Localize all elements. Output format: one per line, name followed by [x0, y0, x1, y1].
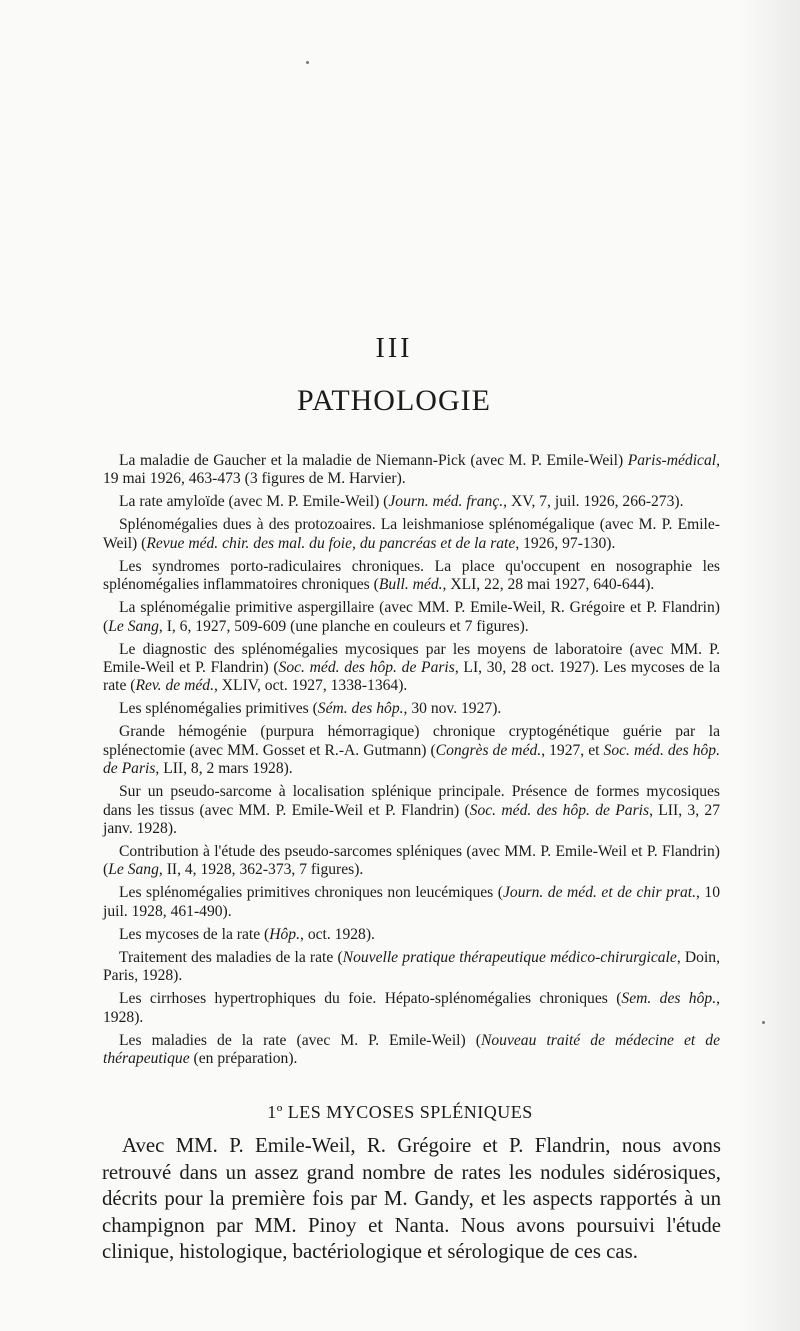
- citation-text: Les cirrhoses hypertrophiques du foie. Hépato-splénomégalies chroniques (: [119, 990, 622, 1008]
- citation-text: , LII, 8, 2 mars 1928).: [155, 760, 293, 778]
- citation-source: Bull. méd.: [378, 576, 443, 594]
- citation-text: , LII, 3, 27 janv. 1928).: [103, 801, 720, 838]
- citation-text: , XV, 7, juil. 1926, 266-273).: [503, 493, 684, 511]
- citation-text: La maladie de Gaucher et la maladie de Niemann-Pick (avec M. P. Emile-Weil): [119, 452, 628, 469]
- citation-text: Traitement des maladies de la rate (: [119, 948, 343, 966]
- citation-source: Nouveau traité de médecine et de thérapeutique: [103, 1031, 720, 1068]
- bibliography-entry: [103, 926, 720, 944]
- citation-source: Journ. méd. franç.: [388, 493, 504, 511]
- section-paragraph: Avec MM. P. Emile-Weil, R. Grégoire et P. Flandrin, nous avons retrouvé dans un assez grand nombre de rates les nodules sidérosiques, décrits pour la première fois par M. Gandy, et les aspects rapportés à un champignon par MM. Pinoy et Nanta. Nous avons poursuivi l'étude clinique, histologique, bactériologique et sérologique de ces cas.: [102, 1134, 721, 1263]
- citation-text: La splénomégalie primitive aspergillaire (avec MM. P. Emile-Weil, R. Grégoire et P. Flandrin) (: [103, 599, 720, 635]
- citation-text: , 10 juil. 1928, 461-490).: [103, 884, 720, 920]
- citation-text: La rate amyloïde (avec M. P. Emile-Weil) (: [119, 493, 389, 511]
- citation-text: (en préparation).: [189, 1050, 298, 1068]
- citation-text: Les splénomégalies primitives chroniques non leucémiques (: [119, 884, 503, 902]
- bibliography-entry: [103, 700, 720, 718]
- bibliography-entry: [103, 558, 720, 595]
- citation-text: Sur un pseudo-sarcome à localisation splénique principale. Présence de formes mycosiques dans les tissus (avec MM. P. Emile-Weil et P. Flandrin) (: [103, 783, 720, 819]
- bibliography-entry: [103, 1032, 720, 1069]
- citation-text: Grande hémogénie (purpura hémorragique) chronique cryptogénétique guérie par la splénectomie (avec MM. Gosset et R.-A. Gutmann) (: [103, 723, 720, 759]
- citation-source: Journ. de méd. et de chir prat.: [502, 884, 696, 902]
- citation-text: Les syndromes porto-radiculaires chroniques. La place qu'occupent en nosographie les splénomégalies inflammatoires chroniques (: [103, 557, 720, 594]
- citation-text: , 30 nov. 1927).: [403, 700, 502, 718]
- citation-text: Les splénomégalies primitives (: [119, 700, 318, 718]
- bibliography-entry: [103, 493, 720, 511]
- citation-text: , XLI, 22, 28 mai 1927, 640-644).: [442, 576, 655, 594]
- citation-source: Hôp.: [269, 925, 301, 943]
- citation-text: , XLIV, oct. 1927, 1338-1364).: [213, 677, 408, 695]
- page-edge-shadow: [740, 0, 800, 1331]
- citation-source: Le Sang: [108, 861, 159, 879]
- citation-text: , 19 mai 1926, 463-473 (3 figures de M. Harvier).: [103, 452, 720, 488]
- citation-text: Les mycoses de la rate (: [119, 925, 270, 943]
- citation-source: Soc. méd. des hôp. de Paris: [103, 741, 720, 778]
- citation-text: , oct. 1928).: [300, 925, 375, 943]
- citation-text: , LI, 30, 28 oct. 1927). Les mycoses de la rate (: [103, 659, 721, 695]
- bibliography-entry: [103, 641, 720, 696]
- citation-source: Revue méd. chir. des mal. du foie, du pancréas et de la rate: [146, 534, 516, 552]
- bibliography-entry: [103, 990, 720, 1027]
- section-title: 1º LES MYCOSES SPLÉNIQUES: [267, 1102, 533, 1122]
- citation-text: Splénomégalies dues à des protozoaires. La leishmaniose splénomégalique (avec M. P. Emile-Weil) (: [103, 516, 720, 552]
- print-speck: [306, 61, 309, 64]
- bibliography-entry: [103, 452, 720, 489]
- bibliography-entry: [103, 723, 720, 778]
- citation-text: , II, 4, 1928, 362-373, 7 figures).: [158, 861, 364, 879]
- citation-text: Contribution à l'étude des pseudo-sarcomes spléniques (avec MM. P. Emile-Weil et P. Flandrin) (: [103, 843, 720, 879]
- citation-text: , 1928).: [103, 990, 720, 1026]
- citation-source: Sem. des hôp.: [621, 990, 717, 1008]
- bibliography-entry: [103, 884, 720, 921]
- bibliography-entry: [103, 516, 720, 553]
- citation-source: Nouvelle pratique thérapeutique médico-chirurgicale: [342, 948, 677, 966]
- print-speck: [762, 1021, 765, 1024]
- citation-source: Soc. méd. des hôp. de Paris: [469, 801, 650, 819]
- citation-text: , 1927, et: [541, 741, 604, 759]
- citation-text: Les maladies de la rate (avec M. P. Emile-Weil) (: [119, 1031, 481, 1049]
- citation-text: , Doin, Paris, 1928).: [103, 948, 720, 985]
- citation-text: , I, 6, 1927, 509-609 (une planche en couleurs et 7 figures).: [158, 617, 529, 635]
- citation-source: Paris-médical: [627, 452, 717, 469]
- citation-source: Le Sang: [108, 617, 159, 635]
- citation-source: Congrès de méd.: [435, 741, 542, 759]
- bibliography-list: [103, 452, 720, 1073]
- bibliography-entry: [103, 949, 720, 986]
- citation-source: Sém. des hôp.: [317, 700, 404, 718]
- chapter-number: III: [375, 333, 413, 364]
- citation-source: Rev. de méd.: [135, 677, 214, 695]
- citation-text: Le diagnostic des splénomégalies mycosiques par les moyens de laboratoire (avec MM. P. Emile-Weil et P. Flandrin) (: [103, 640, 720, 677]
- citation-text: , 1926, 97-130).: [515, 534, 616, 552]
- citation-source: Soc. méd. des hôp. de Paris: [278, 659, 455, 677]
- bibliography-entry: [103, 783, 720, 838]
- bibliography-entry: [103, 599, 720, 636]
- chapter-title: PATHOLOGIE: [297, 384, 491, 417]
- bibliography-entry: [103, 843, 720, 880]
